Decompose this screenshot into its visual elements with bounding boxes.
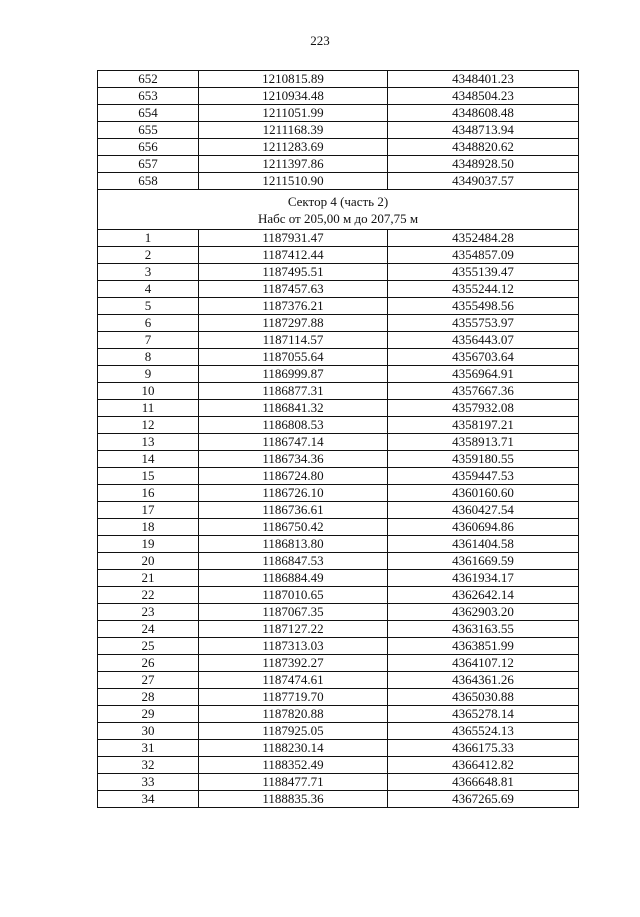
- point-number-cell: 13: [98, 434, 199, 451]
- table-row: [98, 502, 579, 519]
- x-coordinate-cell: 1187719.70: [199, 689, 388, 706]
- y-coordinate-cell: 4365278.14: [388, 706, 579, 723]
- point-number-cell: 33: [98, 774, 199, 791]
- point-number-cell: 653: [98, 88, 199, 105]
- x-coordinate-cell: 1187392.27: [199, 655, 388, 672]
- table-row: [98, 315, 579, 332]
- y-coordinate-cell: 4366648.81: [388, 774, 579, 791]
- x-coordinate-cell: 1187055.64: [199, 349, 388, 366]
- table-row: [98, 298, 579, 315]
- x-coordinate-cell: 1188230.14: [199, 740, 388, 757]
- point-number-cell: 1: [98, 230, 199, 247]
- y-coordinate-cell: 4363163.55: [388, 621, 579, 638]
- point-number-cell: 34: [98, 791, 199, 808]
- table-row: [98, 791, 579, 808]
- x-coordinate-cell: 1186841.32: [199, 400, 388, 417]
- point-number-cell: 2: [98, 247, 199, 264]
- x-coordinate-cell: 1187067.35: [199, 604, 388, 621]
- y-coordinate-cell: 4366175.33: [388, 740, 579, 757]
- table-row: [98, 247, 579, 264]
- table-row: [98, 264, 579, 281]
- x-coordinate-cell: 1186726.10: [199, 485, 388, 502]
- point-number-cell: 20: [98, 553, 199, 570]
- x-coordinate-cell: 1186724.80: [199, 468, 388, 485]
- point-number-cell: 9: [98, 366, 199, 383]
- y-coordinate-cell: 4359180.55: [388, 451, 579, 468]
- table-row: [98, 332, 579, 349]
- point-number-cell: 32: [98, 757, 199, 774]
- point-number-cell: 31: [98, 740, 199, 757]
- point-number-cell: 21: [98, 570, 199, 587]
- x-coordinate-cell: 1186813.80: [199, 536, 388, 553]
- table-row: [98, 536, 579, 553]
- rows-before-section: [98, 71, 579, 190]
- table-row: [98, 366, 579, 383]
- point-number-cell: 25: [98, 638, 199, 655]
- x-coordinate-cell: 1210934.48: [199, 88, 388, 105]
- y-coordinate-cell: 4365524.13: [388, 723, 579, 740]
- y-coordinate-cell: 4355753.97: [388, 315, 579, 332]
- y-coordinate-cell: 4348504.23: [388, 88, 579, 105]
- x-coordinate-cell: 1187495.51: [199, 264, 388, 281]
- table-row: [98, 434, 579, 451]
- coordinates-table: [97, 70, 579, 808]
- x-coordinate-cell: 1186877.31: [199, 383, 388, 400]
- y-coordinate-cell: 4357667.36: [388, 383, 579, 400]
- table-row: [98, 740, 579, 757]
- table-row: [98, 638, 579, 655]
- point-number-cell: 12: [98, 417, 199, 434]
- x-coordinate-cell: 1186884.49: [199, 570, 388, 587]
- x-coordinate-cell: 1187925.05: [199, 723, 388, 740]
- y-coordinate-cell: 4362642.14: [388, 587, 579, 604]
- x-coordinate-cell: 1186999.87: [199, 366, 388, 383]
- table-row: [98, 417, 579, 434]
- point-number-cell: 7: [98, 332, 199, 349]
- x-coordinate-cell: 1211168.39: [199, 122, 388, 139]
- y-coordinate-cell: 4356703.64: [388, 349, 579, 366]
- page-number: 223: [310, 33, 330, 48]
- x-coordinate-cell: 1188477.71: [199, 774, 388, 791]
- y-coordinate-cell: 4367265.69: [388, 791, 579, 808]
- x-coordinate-cell: 1186747.14: [199, 434, 388, 451]
- point-number-cell: 11: [98, 400, 199, 417]
- x-coordinate-cell: 1186750.42: [199, 519, 388, 536]
- section-header-row: [98, 190, 579, 230]
- table-row: [98, 122, 579, 139]
- table-row: [98, 672, 579, 689]
- table-row: [98, 400, 579, 417]
- point-number-cell: 22: [98, 587, 199, 604]
- section-header-cell: [98, 190, 579, 230]
- table-row: [98, 173, 579, 190]
- y-coordinate-cell: 4348401.23: [388, 71, 579, 88]
- x-coordinate-cell: 1211397.86: [199, 156, 388, 173]
- x-coordinate-cell: 1187376.21: [199, 298, 388, 315]
- x-coordinate-cell: 1188352.49: [199, 757, 388, 774]
- point-number-cell: 4: [98, 281, 199, 298]
- x-coordinate-cell: 1211510.90: [199, 173, 388, 190]
- y-coordinate-cell: 4359447.53: [388, 468, 579, 485]
- y-coordinate-cell: 4355244.12: [388, 281, 579, 298]
- y-coordinate-cell: 4363851.99: [388, 638, 579, 655]
- table-row: [98, 604, 579, 621]
- table-row: [98, 723, 579, 740]
- table-row: [98, 383, 579, 400]
- point-number-cell: 29: [98, 706, 199, 723]
- x-coordinate-cell: 1186734.36: [199, 451, 388, 468]
- x-coordinate-cell: 1186847.53: [199, 553, 388, 570]
- table-row: [98, 570, 579, 587]
- x-coordinate-cell: 1210815.89: [199, 71, 388, 88]
- point-number-cell: 30: [98, 723, 199, 740]
- y-coordinate-cell: 4360160.60: [388, 485, 579, 502]
- y-coordinate-cell: 4356964.91: [388, 366, 579, 383]
- point-number-cell: 15: [98, 468, 199, 485]
- table-row: [98, 689, 579, 706]
- x-coordinate-cell: 1187114.57: [199, 332, 388, 349]
- point-number-cell: 14: [98, 451, 199, 468]
- x-coordinate-cell: 1187412.44: [199, 247, 388, 264]
- y-coordinate-cell: 4352484.28: [388, 230, 579, 247]
- x-coordinate-cell: 1188835.36: [199, 791, 388, 808]
- x-coordinate-cell: 1186808.53: [199, 417, 388, 434]
- y-coordinate-cell: 4364107.12: [388, 655, 579, 672]
- section-title: Сектор 4 (часть 2): [287, 194, 389, 209]
- y-coordinate-cell: 4348608.48: [388, 105, 579, 122]
- point-number-cell: 10: [98, 383, 199, 400]
- section-subtitle: Набс от 205,00 м до 207,75 м: [257, 211, 419, 226]
- point-number-cell: 17: [98, 502, 199, 519]
- y-coordinate-cell: 4360694.86: [388, 519, 579, 536]
- table-row: [98, 587, 579, 604]
- x-coordinate-cell: 1187297.88: [199, 315, 388, 332]
- x-coordinate-cell: 1187127.22: [199, 621, 388, 638]
- point-number-cell: 654: [98, 105, 199, 122]
- table-row: [98, 88, 579, 105]
- x-coordinate-cell: 1211051.99: [199, 105, 388, 122]
- table-row: [98, 451, 579, 468]
- y-coordinate-cell: 4364361.26: [388, 672, 579, 689]
- y-coordinate-cell: 4358197.21: [388, 417, 579, 434]
- table-row: [98, 519, 579, 536]
- y-coordinate-cell: 4355498.56: [388, 298, 579, 315]
- table-row: [98, 105, 579, 122]
- point-number-cell: 656: [98, 139, 199, 156]
- point-number-cell: 24: [98, 621, 199, 638]
- table-row: [98, 71, 579, 88]
- y-coordinate-cell: 4362903.20: [388, 604, 579, 621]
- point-number-cell: 8: [98, 349, 199, 366]
- point-number-cell: 28: [98, 689, 199, 706]
- table-row: [98, 655, 579, 672]
- point-number-cell: 16: [98, 485, 199, 502]
- y-coordinate-cell: 4361934.17: [388, 570, 579, 587]
- point-number-cell: 657: [98, 156, 199, 173]
- x-coordinate-cell: 1187474.61: [199, 672, 388, 689]
- point-number-cell: 26: [98, 655, 199, 672]
- y-coordinate-cell: 4356443.07: [388, 332, 579, 349]
- x-coordinate-cell: 1186736.61: [199, 502, 388, 519]
- x-coordinate-cell: 1187457.63: [199, 281, 388, 298]
- y-coordinate-cell: 4361404.58: [388, 536, 579, 553]
- point-number-cell: 5: [98, 298, 199, 315]
- point-number-cell: 655: [98, 122, 199, 139]
- point-number-cell: 652: [98, 71, 199, 88]
- y-coordinate-cell: 4348820.62: [388, 139, 579, 156]
- x-coordinate-cell: 1211283.69: [199, 139, 388, 156]
- y-coordinate-cell: 4348928.50: [388, 156, 579, 173]
- x-coordinate-cell: 1187010.65: [199, 587, 388, 604]
- y-coordinate-cell: 4358913.71: [388, 434, 579, 451]
- x-coordinate-cell: 1187820.88: [199, 706, 388, 723]
- y-coordinate-cell: 4361669.59: [388, 553, 579, 570]
- point-number-cell: 27: [98, 672, 199, 689]
- x-coordinate-cell: 1187931.47: [199, 230, 388, 247]
- table-row: [98, 774, 579, 791]
- table-row: [98, 230, 579, 247]
- table-row: [98, 468, 579, 485]
- table-row: [98, 706, 579, 723]
- table-row: [98, 621, 579, 638]
- table-row: [98, 281, 579, 298]
- y-coordinate-cell: 4365030.88: [388, 689, 579, 706]
- table-row: [98, 757, 579, 774]
- y-coordinate-cell: 4349037.57: [388, 173, 579, 190]
- point-number-cell: 23: [98, 604, 199, 621]
- y-coordinate-cell: 4355139.47: [388, 264, 579, 281]
- y-coordinate-cell: 4366412.82: [388, 757, 579, 774]
- rows-after-section: [98, 230, 579, 808]
- table-row: [98, 553, 579, 570]
- y-coordinate-cell: 4357932.08: [388, 400, 579, 417]
- table-row: [98, 156, 579, 173]
- table-row: [98, 139, 579, 156]
- point-number-cell: 18: [98, 519, 199, 536]
- y-coordinate-cell: 4360427.54: [388, 502, 579, 519]
- point-number-cell: 658: [98, 173, 199, 190]
- point-number-cell: 19: [98, 536, 199, 553]
- point-number-cell: 3: [98, 264, 199, 281]
- y-coordinate-cell: 4354857.09: [388, 247, 579, 264]
- point-number-cell: 6: [98, 315, 199, 332]
- section-header-group: [98, 190, 579, 230]
- x-coordinate-cell: 1187313.03: [199, 638, 388, 655]
- table-row: [98, 349, 579, 366]
- y-coordinate-cell: 4348713.94: [388, 122, 579, 139]
- table-row: [98, 485, 579, 502]
